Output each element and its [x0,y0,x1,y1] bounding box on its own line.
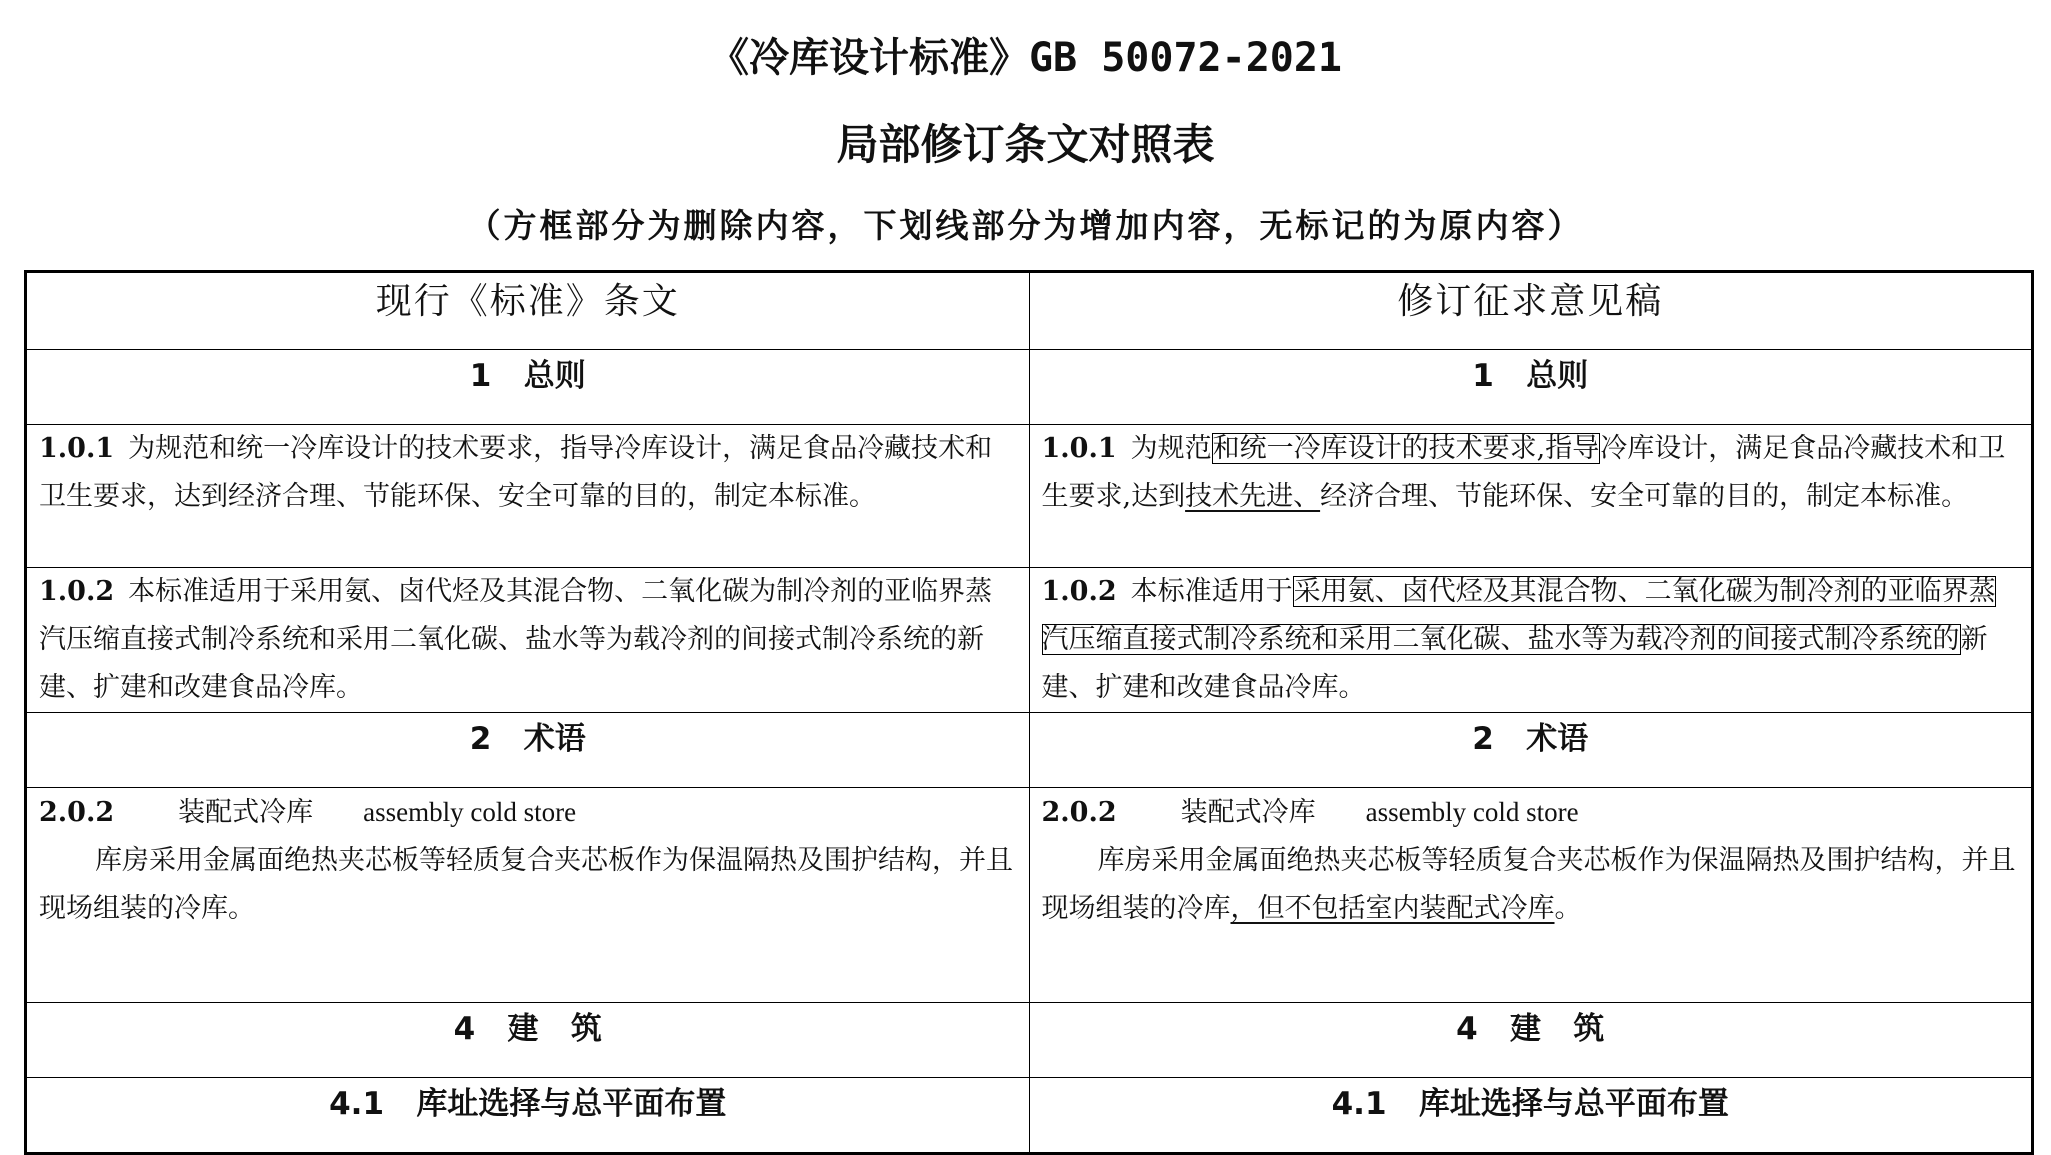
clause-text: 为规范 [1130,433,1212,464]
table-row [26,425,2033,568]
column-header-current: 现行《标准》条文 [26,272,1030,350]
section-heading-architecture-left: 4 建 筑 [26,1003,1030,1078]
section-row-4 [26,1003,2033,1078]
section-heading-general-left: 1 总则 [26,350,1030,425]
section-row-1 [26,350,2033,425]
clause-number: 1.0.2 [39,576,115,607]
column-header-revised: 修订征求意见稿 [1029,272,2033,350]
term-english: assembly cold store [1365,797,1579,827]
clause-2-0-2-current [26,788,1030,1003]
term-name: 装配式冷库 [1180,797,1316,828]
section-heading-terms-left: 2 术语 [26,713,1030,788]
section-row-4-1 [26,1078,2033,1154]
clause-number: 2.0.2 [1041,797,1117,828]
subsection-heading-site-left: 4.1 库址选择与总平面布置 [26,1078,1030,1154]
deleted-text: 和统一冷库设计的技术要求,指导 [1212,433,1600,464]
clause-2-0-2-revised [1029,788,2033,1003]
term-name: 装配式冷库 [178,797,314,828]
subsection-heading-site-right: 4.1 库址选择与总平面布置 [1029,1078,2033,1154]
section-heading-architecture-right: 4 建 筑 [1029,1003,2033,1078]
term-definition: 库房采用金属面绝热夹芯板等轻质复合夹芯板作为保温隔热及围护结构，并且现场组装的冷库。 [39,845,1013,924]
clause-text: 经济合理、节能环保、安全可靠的目的，制定本标准。 [1320,481,1969,512]
table-row [26,568,2033,713]
added-text: 技术先进、 [1185,481,1321,512]
clause-number: 1.0.2 [1041,576,1117,607]
section-heading-terms-right: 2 术语 [1029,713,2033,788]
comparison-table [24,270,2034,1155]
clause-1-0-1-current [26,425,1030,568]
term-definition-end: 。 [1554,893,1582,924]
markup-legend-note: （方框部分为删除内容，下划线部分为增加内容，无标记的为原内容） [467,206,1584,245]
added-text: ，但不包括室内装配式冷库 [1230,893,1555,924]
clause-number: 1.0.1 [39,433,115,464]
clause-number: 2.0.2 [39,797,115,828]
term-english: assembly cold store [363,797,577,827]
clause-text: 新建、扩建和改建食品冷库。 [1041,624,1988,703]
clause-text: 本标准适用于采用氨、卤代烃及其混合物、二氧化碳为制冷剂的亚临界蒸汽压缩直接式制冷系统和采用二氧化碳、盐水等为载冷剂的间接式制冷系统的新建、扩建和改建食品冷库。 [39,576,993,703]
clause-1-0-2-revised [1029,568,2033,713]
deleted-text: 采用氨、卤代烃及其混合物、二氧化碳为制冷剂的亚临界蒸汽压缩直接式制冷系统和采用二氧化碳、盐水等为载冷剂的间接式制冷系统的 [1041,576,1996,655]
table-row [26,788,2033,1003]
term-definition: 库房采用金属面绝热夹芯板等轻质复合夹芯板作为保温隔热及围护结构，并且现场组装的冷库 [1041,845,2016,924]
clause-1-0-1-revised [1029,425,2033,568]
clause-text: 冷库设计，满足食品冷藏技术和卫生要求,达到 [1041,433,2006,512]
section-row-2 [26,713,2033,788]
document-title: 《冷库设计标准》GB 50072-2021 [708,35,1343,81]
clause-number: 1.0.1 [1041,433,1117,464]
section-heading-general-right: 1 总则 [1029,350,2033,425]
clause-text: 本标准适用于 [1130,576,1293,607]
clause-1-0-2-current [26,568,1030,713]
clause-text: 为规范和统一冷库设计的技术要求，指导冷库设计，满足食品冷藏技术和卫生要求，达到经济合理、节能环保、安全可靠的目的，制定本标准。 [39,433,993,512]
table-header-row [26,272,2033,350]
document-subtitle: 局部修订条文对照表 [836,120,1215,169]
